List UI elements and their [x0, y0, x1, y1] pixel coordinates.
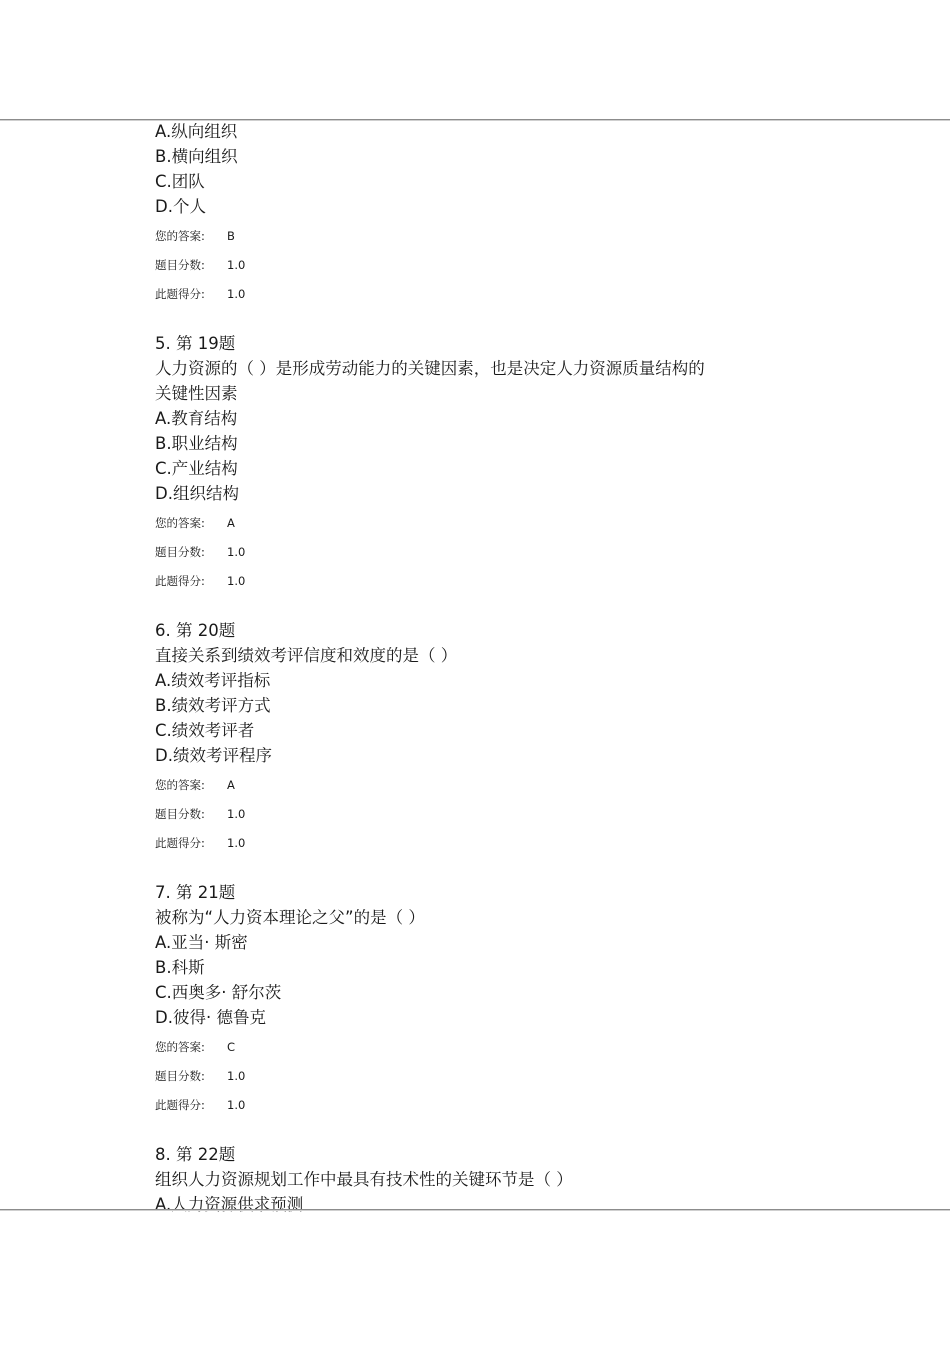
option-list: [155, 119, 855, 219]
your-answer-value: A: [227, 516, 235, 530]
option: A.人力资源供求预测: [155, 1195, 304, 1214]
your-answer-row: [155, 222, 855, 251]
question: [155, 331, 855, 596]
earned-row: [155, 1091, 855, 1120]
question-text: [155, 356, 855, 406]
your-answer-value: C: [227, 1040, 236, 1054]
question-text-line: 被称为“人力资本理论之父”的是（ ）: [155, 908, 425, 927]
your-answer-label: 您的答案:: [155, 1040, 205, 1054]
option: C.绩效考评者: [155, 721, 255, 740]
score-value: 1.0: [227, 545, 246, 559]
option: B.绩效考评方式: [155, 696, 271, 715]
option: A.教育结构: [155, 409, 238, 428]
question-text: [155, 1167, 855, 1192]
option: D.组织结构: [155, 484, 239, 503]
question-text-line: 关键性因素: [155, 384, 238, 403]
question-title: 8. 第 22题: [155, 1145, 236, 1164]
earned-label: 此题得分:: [155, 574, 205, 588]
score-value: 1.0: [227, 1069, 246, 1083]
earned-row: [155, 829, 855, 858]
option-list: [155, 1192, 855, 1217]
option: C.团队: [155, 172, 205, 191]
question-title: 6. 第 20题: [155, 621, 236, 640]
option-list: [155, 668, 855, 768]
earned-label: 此题得分:: [155, 836, 205, 850]
question: [155, 1142, 855, 1217]
earned-label: 此题得分:: [155, 287, 205, 301]
question-title: 5. 第 19题: [155, 334, 236, 353]
result-block: [155, 509, 855, 596]
question-text: [155, 643, 855, 668]
score-label: 题目分数:: [155, 1069, 205, 1083]
your-answer-value: A: [227, 778, 235, 792]
score-value: 1.0: [227, 807, 246, 821]
earned-value: 1.0: [227, 287, 246, 301]
result-block: [155, 1033, 855, 1120]
option: B.横向组织: [155, 147, 238, 166]
score-label: 题目分数:: [155, 807, 205, 821]
question-text: [155, 905, 855, 930]
question-text-line: 直接关系到绩效考评信度和效度的是（ ）: [155, 646, 458, 665]
option: D.彼得· 德鲁克: [155, 1008, 266, 1027]
option: A.亚当· 斯密: [155, 933, 248, 952]
score-label: 题目分数:: [155, 545, 205, 559]
option: C.西奥多· 舒尔茨: [155, 983, 282, 1002]
earned-value: 1.0: [227, 574, 246, 588]
option: B.职业结构: [155, 434, 238, 453]
your-answer-label: 您的答案:: [155, 516, 205, 530]
your-answer-label: 您的答案:: [155, 778, 205, 792]
your-answer-row: [155, 771, 855, 800]
question-text-line: 组织人力资源规划工作中最具有技术性的关键环节是（ ）: [155, 1170, 573, 1189]
option: D.绩效考评程序: [155, 746, 272, 765]
your-answer-row: [155, 1033, 855, 1062]
option-list: [155, 406, 855, 506]
result-block: [155, 222, 855, 309]
your-answer-row: [155, 509, 855, 538]
score-label: 题目分数:: [155, 258, 205, 272]
earned-value: 1.0: [227, 1098, 246, 1112]
score-row: [155, 251, 855, 280]
result-block: [155, 771, 855, 858]
earned-row: [155, 280, 855, 309]
question-text-line: 人力资源的（ ）是形成劳动能力的关键因素，也是决定人力资源质量结构的: [155, 359, 705, 378]
question-title: 7. 第 21题: [155, 883, 236, 902]
option: A.绩效考评指标: [155, 671, 271, 690]
option: C.产业结构: [155, 459, 238, 478]
question: [155, 880, 855, 1120]
option: D.个人: [155, 197, 206, 216]
option: A.纵向组织: [155, 122, 238, 141]
score-row: [155, 800, 855, 829]
your-answer-label: 您的答案:: [155, 229, 205, 243]
your-answer-value: B: [227, 229, 235, 243]
option: B.科斯: [155, 958, 205, 977]
earned-value: 1.0: [227, 836, 246, 850]
score-row: [155, 538, 855, 567]
score-row: [155, 1062, 855, 1091]
question: [155, 618, 855, 858]
bottom-divider: [0, 1209, 950, 1211]
option-list: [155, 930, 855, 1030]
prev-question: [155, 119, 855, 309]
earned-row: [155, 567, 855, 596]
score-value: 1.0: [227, 258, 246, 272]
earned-label: 此题得分:: [155, 1098, 205, 1112]
quiz-content: [155, 119, 855, 1217]
